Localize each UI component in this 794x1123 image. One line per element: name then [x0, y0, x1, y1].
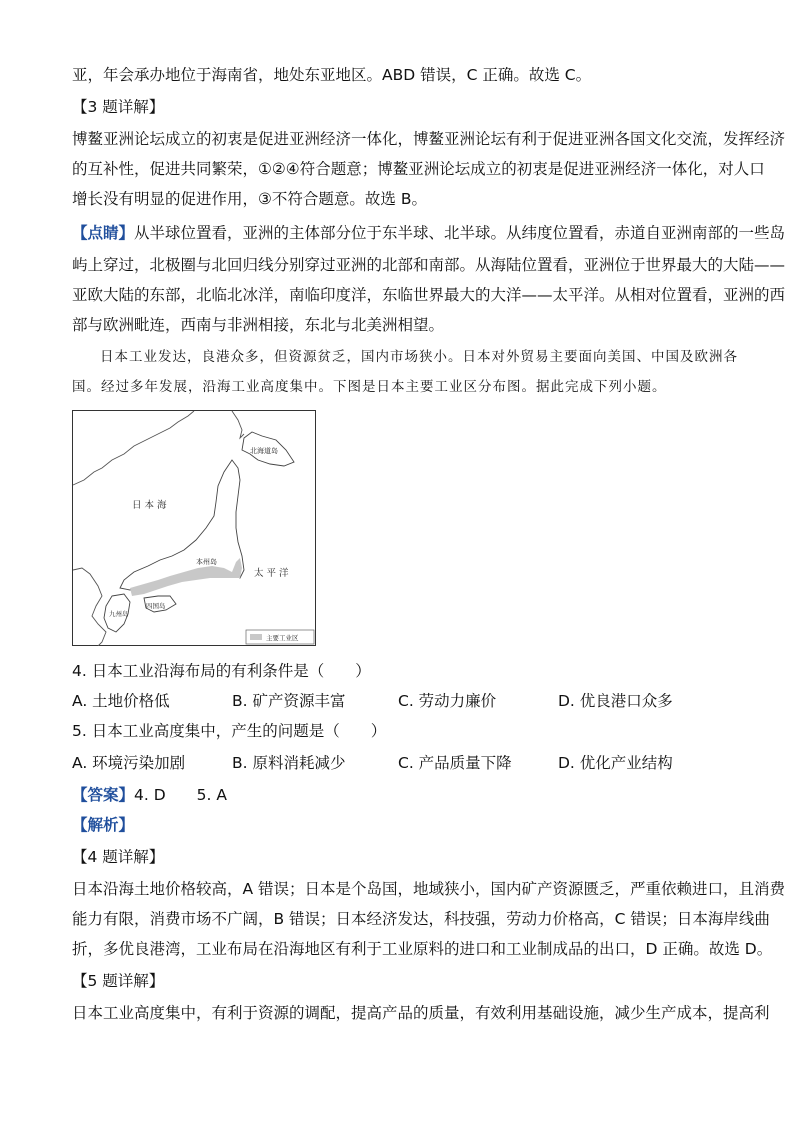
q4-option-c: C. 劳动力廉价: [398, 692, 497, 710]
dianjing-line-3: 亚欧大陆的东部，北临北冰洋，南临印度洋，东临世界最大的大洋——太平洋。从相对位置看，亚洲的西: [72, 286, 786, 304]
label-sea-of-japan: 日 本 海: [132, 500, 167, 511]
question-5: 5. 日本工业高度集中，产生的问题是（ ）: [72, 722, 387, 740]
para-q4-3: 折，多优良港湾，工业布局在沿海地区有利于工业原料的进口和工业制成品的出口，D 正确。故选 D。: [72, 940, 773, 958]
japan-industry-map: [72, 410, 316, 646]
label-honshu: 本州岛: [196, 558, 217, 566]
para-q3-2: 的互补性，促进共同繁荣，①②④符合题意；博鳌亚洲论坛成立的初衷是促进亚洲经济一体化，对人口: [72, 160, 765, 178]
label-shikoku: 四国岛: [146, 602, 166, 610]
q5-option-b: B. 原料消耗减少: [232, 754, 346, 772]
label-kyushu: 九州岛: [109, 610, 129, 618]
label-pacific: 太 平 洋: [254, 568, 289, 579]
answer-line: [72, 784, 227, 806]
dianjing-text: 从半球位置看，亚洲的主体部分位于东半球、北半球。从纬度位置看，赤道自亚洲南部的一些岛: [134, 224, 786, 242]
intro-line-1: 日本工业发达，良港众多，但资源贫乏，国内市场狭小。日本对外贸易主要面向美国、中国及欧洲各: [100, 349, 738, 365]
line-1: 亚，年会承办地位于海南省，地处东亚地区。ABD 错误，C 正确。故选 C。: [72, 66, 592, 84]
answer-label: 【答案】: [72, 786, 135, 804]
map-svg: [72, 410, 316, 646]
dianjing-line-2: 屿上穿过，北极圈与北回归线分别穿过亚洲的北部和南部。从海陆位置看，亚洲位于世界最大的大陆——: [72, 256, 786, 274]
para-q3-3: 增长没有明显的促进作用，③不符合题意。故选 B。: [72, 190, 427, 208]
dianjing-line-4: 部与欧洲毗连，西南与非洲相接，东北与北美洲相望。: [72, 316, 445, 334]
heading-q3: 【3 题详解】: [72, 98, 165, 116]
para-q4-1: 日本沿海土地价格较高，A 错误；日本是个岛国，地域狭小，国内矿产资源匮乏，严重依赖进口，且消费: [72, 880, 786, 898]
q4-option-b: B. 矿产资源丰富: [232, 692, 346, 710]
para-q3-1: 博鳌亚洲论坛成立的初衷是促进亚洲经济一体化，博鳌亚洲论坛有利于促进亚洲各国文化交流，发挥经济: [72, 130, 786, 148]
answer-text: 4. D 5. A: [134, 786, 227, 804]
legend-swatch: [250, 634, 262, 640]
heading-q5: 【5 题详解】: [72, 972, 165, 990]
q5-option-a: A. 环境污染加剧: [72, 754, 186, 772]
q4-option-d: D. 优良港口众多: [558, 692, 673, 710]
dianjing-line-1: [72, 222, 785, 244]
para-q4-2: 能力有限，消费市场不广阔，B 错误；日本经济发达，科技强，劳动力价格高，C 错误；日本海岸线曲: [72, 910, 770, 928]
heading-q4: 【4 题详解】: [72, 848, 165, 866]
label-hokkaido: 北海道岛: [250, 447, 278, 455]
q5-option-d: D. 优化产业结构: [558, 754, 673, 772]
para-q5-1: 日本工业高度集中，有利于资源的调配，提高产品的质量，有效利用基础设施，减少生产成本，提高利: [72, 1004, 770, 1022]
q5-option-c: C. 产品质量下降: [398, 754, 512, 772]
legend-label: 主要工业区: [266, 634, 299, 642]
dianjing-label: 【点睛】: [72, 224, 135, 242]
intro-line-2: 国。经过多年发展，沿海工业高度集中。下图是日本主要工业区分布图。据此完成下列小题。: [72, 379, 667, 395]
q4-option-a: A. 土地价格低: [72, 692, 170, 710]
analysis-label: 【解析】: [72, 816, 135, 834]
question-4: 4. 日本工业沿海布局的有利条件是（ ）: [72, 662, 371, 680]
